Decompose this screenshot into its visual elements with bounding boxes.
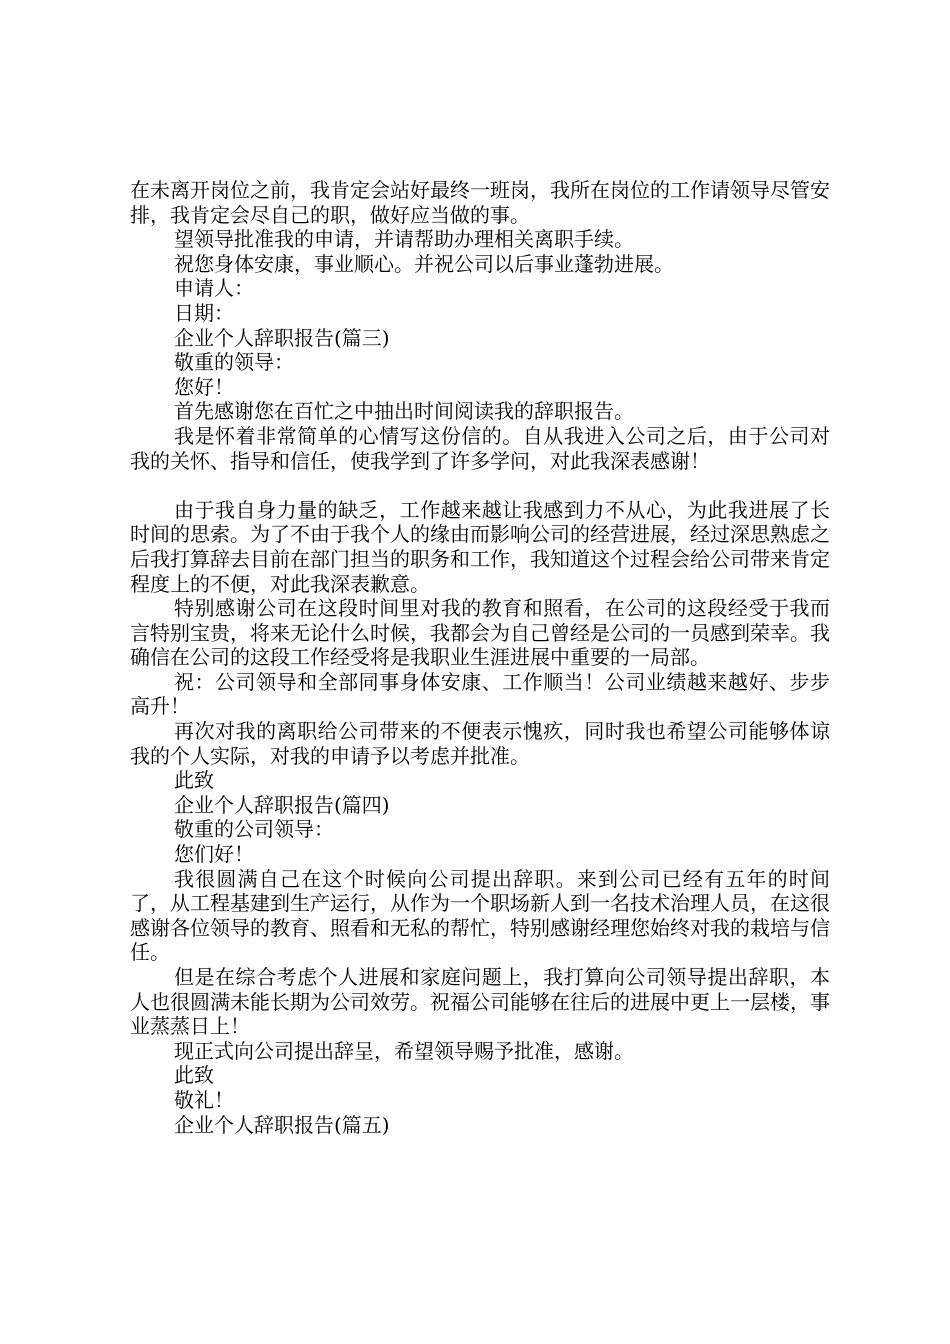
paragraph: 敬重的领导：: [174, 350, 294, 375]
paragraph: 我很圆满自己在这个时候向公司提出辞职。来到公司已经有五年的时间了，从工程基建到生产运行，从作为一个职场新人到一名技术治理人员，在这很感谢各位领导的教育、照看和无私的帮忙，特别感谢经理您始终对我的栽培与信任。: [130, 866, 830, 965]
paragraph: 望领导批准我的申请，并请帮助办理相关离职手续。: [174, 227, 634, 252]
paragraph: 我是怀着非常简单的心情写这份信的。自从我进入公司之后，由于公司对我的关怀、指导和信任，使我学到了许多学问，对此我深表感谢！: [130, 423, 830, 473]
paragraph: 但是在综合考虑个人进展和家庭问题上，我打算向公司领导提出辞职，本人也很圆满未能长期为公司效劳。祝福公司能够在往后的进展中更上一层楼，事业蒸蒸日上！: [130, 965, 830, 1039]
paragraph: 首先感谢您在百忙之中抽出时间阅读我的辞职报告。: [174, 399, 634, 424]
document-body: [130, 178, 830, 1137]
paragraph: 您们好！: [174, 842, 254, 867]
paragraph: 申请人：: [174, 276, 254, 301]
paragraph: 由于我自身力量的缺乏，工作越来越让我感到力不从心，为此我进展了长时间的思索。为了不由于我个人的缘由而影响公司的经营进展，经过深思熟虑之后我打算辞去目前在部门担当的职务和工作，我知道这个过程会给公司带来肯定程度上的不便，对此我深表歉意。: [130, 497, 830, 596]
paragraph: 企业个人辞职报告(篇四): [174, 792, 390, 817]
paragraph: 特别感谢公司在这段时间里对我的教育和照看，在公司的这段经受于我而言特别宝贵，将来无论什么时候，我都会为自己曾经是公司的一员感到荣幸。我确信在公司的这段工作经受将是我职业生涯进展中重要的一局部。: [130, 596, 830, 670]
paragraph: 敬重的公司领导：: [174, 817, 334, 842]
paragraph: 您好！: [174, 374, 234, 399]
paragraph: 在未离开岗位之前，我肯定会站好最终一班岗，我所在岗位的工作请领导尽管安排，我肯定会尽自己的职，做好应当做的事。: [130, 178, 830, 227]
paragraph: 日期：: [174, 300, 234, 325]
paragraph: 企业个人辞职报告(篇三): [174, 325, 390, 350]
paragraph: 再次对我的离职给公司带来的不便表示愧疚，同时我也希望公司能够体谅我的个人实际，对我的申请予以考虑并批准。: [130, 719, 830, 768]
paragraph: 此致: [174, 768, 214, 793]
paragraph: 敬礼！: [174, 1087, 234, 1112]
paragraph: 此致: [174, 1063, 214, 1088]
paragraph: 祝：公司领导和全部同事身体安康、工作顺当！公司业绩越来越好、步步高升！: [130, 669, 830, 719]
paragraph: 企业个人辞职报告(篇五): [174, 1112, 390, 1137]
paragraph: 现正式向公司提出辞呈，希望领导赐予批准，感谢。: [174, 1038, 634, 1063]
paragraph: 祝您身体安康，事业顺心。并祝公司以后事业蓬勃进展。: [174, 251, 674, 276]
blank-line: [130, 473, 830, 498]
